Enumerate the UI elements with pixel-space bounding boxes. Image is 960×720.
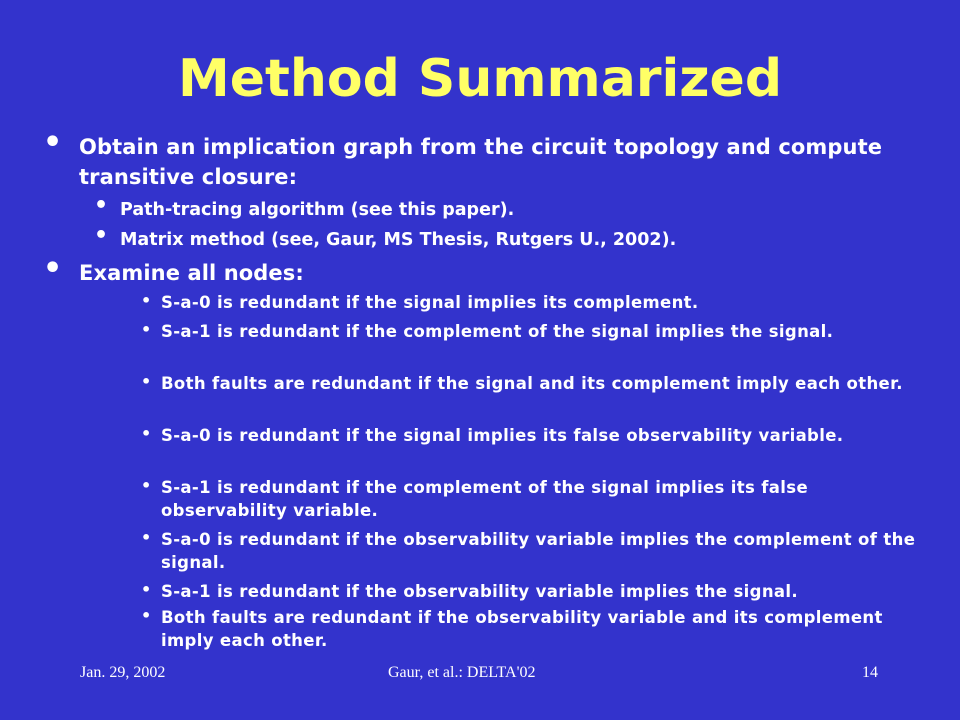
slide-title: Method Summarized (177, 49, 783, 109)
bullet-text: S-a-0 is redundant if the signal implies its false observability variable. (161, 426, 844, 445)
bullet-text: Both faults are redundant if the observability variable and its complement imply each other. (161, 608, 883, 650)
bullet-icon: • (94, 193, 109, 218)
bullet-icon: • (141, 291, 152, 310)
footer-center: Gaur, et al.: DELTA'02 (388, 664, 536, 681)
bullet-sa1-observability (141, 580, 926, 603)
bullet-icon: • (141, 372, 152, 391)
bullet-text: Examine all nodes: (79, 261, 304, 285)
bullet-text: Path-tracing algorithm (see this paper). (120, 200, 515, 220)
bullet-text: Matrix method (see, Gaur, MS Thesis, Rutgers U., 2002). (120, 230, 677, 250)
bullet-icon: • (141, 424, 152, 443)
bullet-text: S-a-1 is redundant if the complement of the signal implies its false observability variable. (161, 478, 809, 520)
bullet-path-tracing (94, 193, 920, 224)
bullet-both-observability (141, 606, 926, 652)
bullet-icon: • (141, 476, 152, 495)
bullet-icon: • (43, 125, 63, 160)
bullet-icon: • (141, 580, 152, 599)
bullet-obtain-graph (43, 125, 929, 192)
bullet-sa1-complement (141, 320, 926, 343)
bullet-text: S-a-1 is redundant if the complement of the signal implies the signal. (161, 322, 834, 341)
bullet-sa1-false-observability (141, 476, 926, 522)
bullet-icon: • (43, 251, 63, 286)
bullet-icon: • (94, 223, 109, 248)
bullet-both-signal (141, 372, 926, 395)
bullet-matrix-method (94, 223, 920, 254)
bullet-text: S-a-0 is redundant if the observability variable implies the complement of the signal. (161, 530, 916, 572)
bullet-text: Both faults are redundant if the signal and its complement imply each other. (161, 374, 903, 393)
bullet-icon: • (141, 528, 152, 547)
bullet-sa0-observability (141, 528, 926, 574)
bullet-icon: • (141, 606, 152, 625)
bullet-sa0-complement (141, 291, 926, 314)
bullet-text: Obtain an implication graph from the circuit topology and compute transitive closure: (79, 135, 883, 189)
footer-date: Jan. 29, 2002 (80, 664, 166, 681)
bullet-text: S-a-1 is redundant if the observability variable implies the signal. (161, 582, 799, 601)
bullet-text: S-a-0 is redundant if the signal implies its complement. (161, 293, 699, 312)
bullet-sa0-false-observability (141, 424, 926, 447)
bullet-examine-nodes (43, 251, 929, 288)
footer-page-number: 14 (862, 664, 878, 681)
bullet-icon: • (141, 320, 152, 339)
